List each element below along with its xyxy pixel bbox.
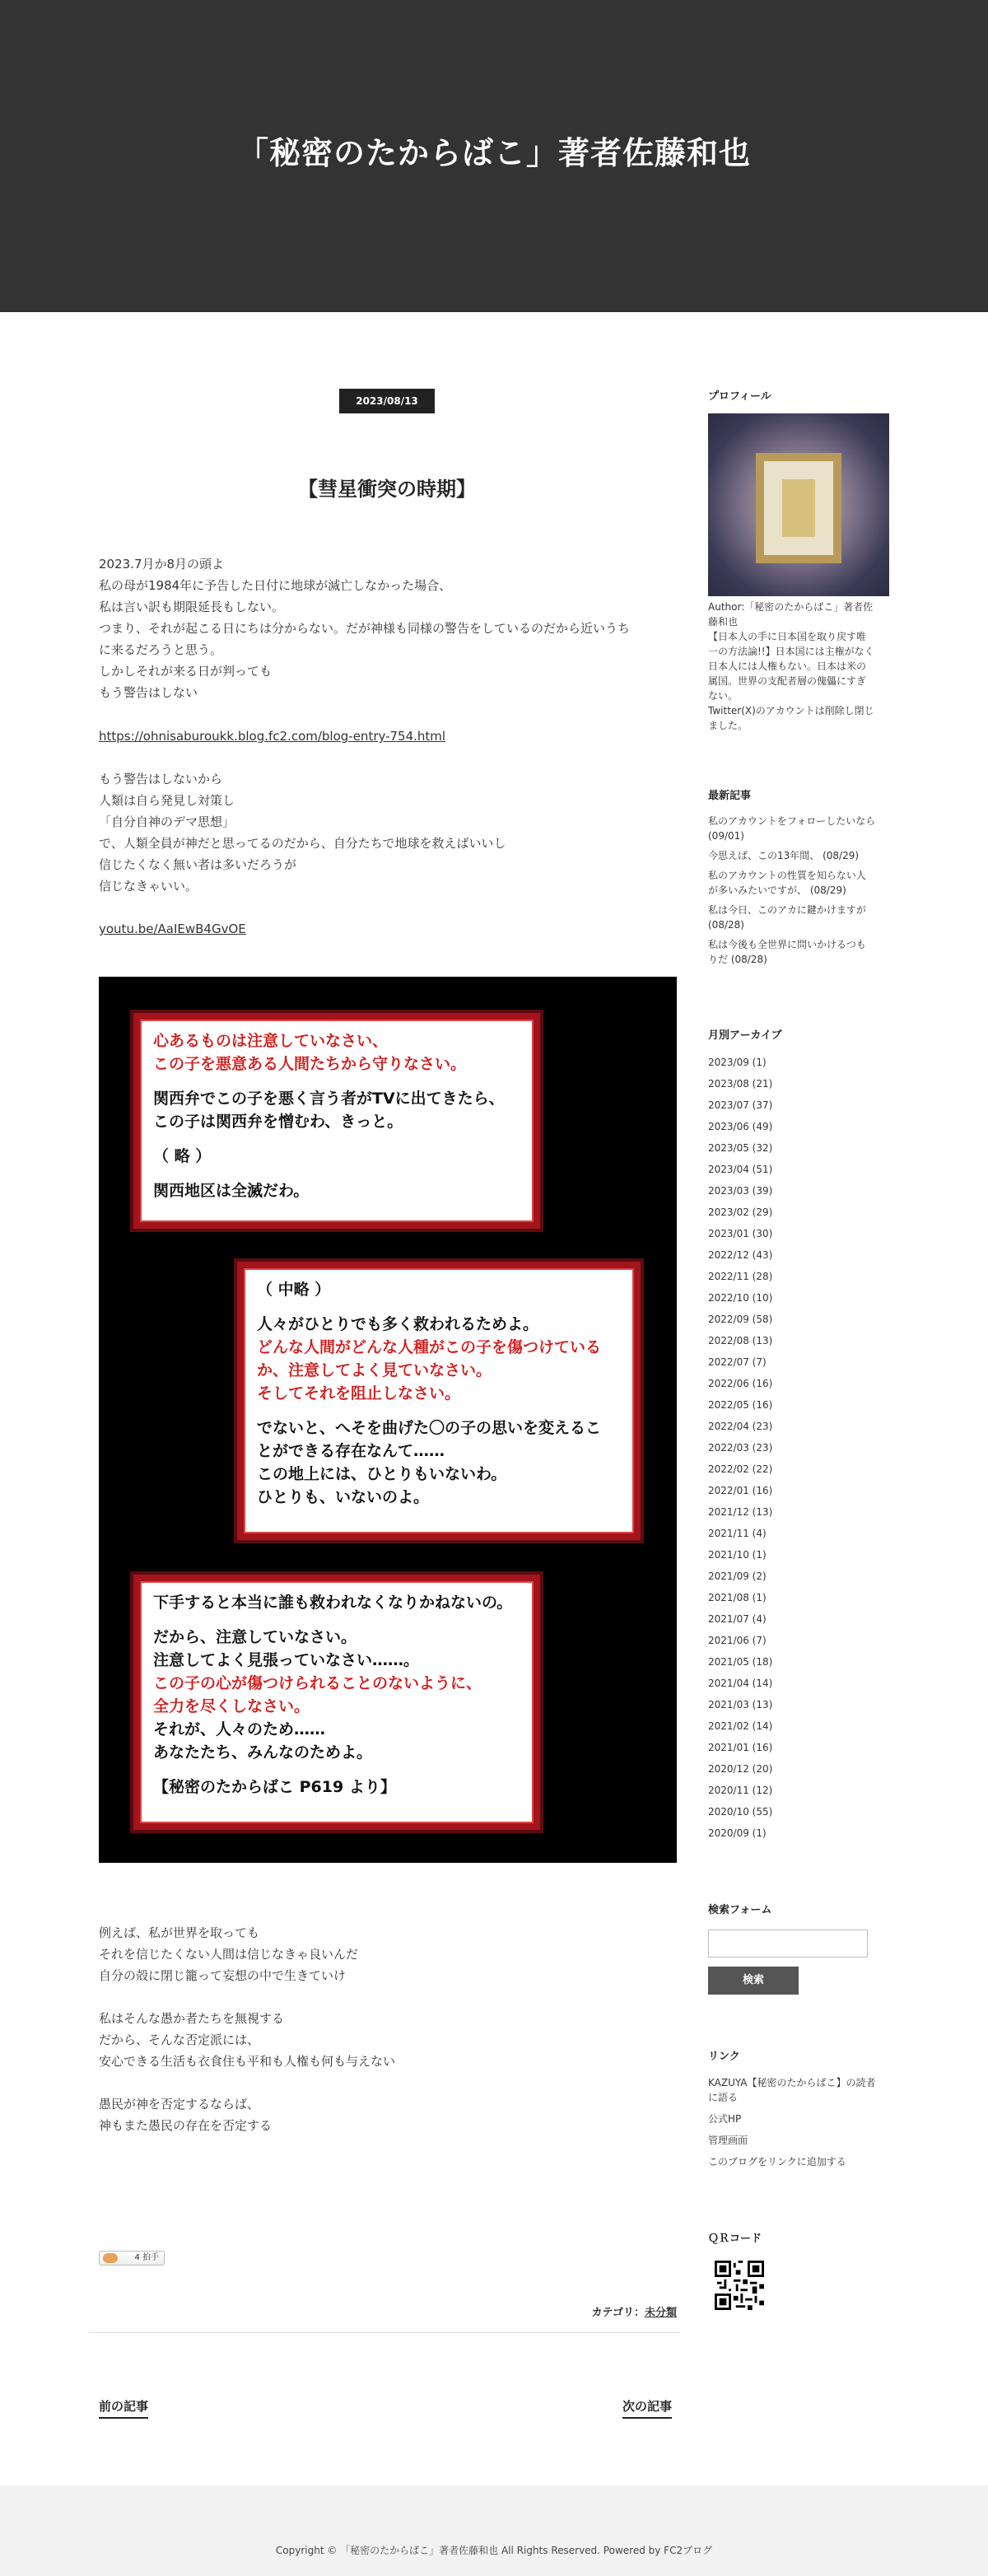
archive-item[interactable]: 2022/06 (16) [708, 1378, 773, 1389]
archive-item[interactable]: 2022/02 (22) [708, 1463, 773, 1475]
entry-paragraph-1 [99, 553, 675, 703]
archive-item[interactable]: 2022/07 (7) [708, 1356, 767, 1368]
profile-line: 藤和也 [708, 616, 739, 628]
archive-item[interactable]: 2021/10 (1) [708, 1549, 767, 1561]
archive-item[interactable]: 2022/12 (43) [708, 1249, 773, 1261]
quote-line: 注意してよく見張っていなさい……。 [153, 1651, 420, 1669]
quote-line: でないと、へそを曲げた〇の子の思いを変えるこ [257, 1419, 602, 1437]
archive-item[interactable]: 2021/01 (16) [708, 1742, 773, 1753]
link-item[interactable]: 管理画面 [708, 2135, 748, 2146]
quote-line: 全力を尽くしなさい。 [153, 1697, 310, 1715]
quote-gap [153, 1168, 520, 1179]
quote-line: （ 略 ） [153, 1147, 212, 1165]
text-line: 「自分自神のデマ思想」 [99, 814, 235, 829]
quote-line: 心あるものは注意していなさい、 [153, 1032, 389, 1050]
quote-line: ひとりも、いないのよ。 [257, 1488, 430, 1506]
entry-date: 2023/08/13 [339, 389, 435, 413]
quote-line: とができる存在なんて…… [257, 1442, 445, 1460]
archive-item[interactable]: 2022/01 (16) [708, 1485, 773, 1496]
quote-gap [153, 1076, 520, 1087]
archive-item[interactable]: 2021/03 (13) [708, 1699, 773, 1710]
footer [0, 2485, 988, 2576]
archive-item[interactable]: 2023/02 (29) [708, 1206, 773, 1218]
archive-item[interactable]: 2023/01 (30) [708, 1228, 773, 1239]
quote-line: 関西地区は全滅だわ。 [153, 1182, 310, 1200]
entry-paragraph-5 [99, 2093, 675, 2136]
recent-item[interactable]: 私は今日、このアカに鍵かけますが [708, 904, 866, 916]
archive-item[interactable]: 2021/04 (14) [708, 1678, 773, 1689]
archive-item[interactable]: 2021/02 (14) [708, 1720, 773, 1732]
recent-item[interactable]: が多いみたいですが、 (08/29) [708, 884, 846, 896]
entry-divider [89, 2332, 680, 2333]
archive-item[interactable]: 2022/05 (16) [708, 1399, 773, 1411]
archive-item[interactable]: 2020/11 (12) [708, 1785, 773, 1796]
link-item[interactable]: 公式HP [708, 2113, 742, 2125]
quote-gap [153, 1133, 520, 1145]
profile-inner [782, 479, 815, 537]
profile-line: Author:「秘密のたからばこ」著者佐 [708, 601, 874, 613]
recent-item[interactable]: 今思えば、この13年間、 (08/29) [708, 850, 860, 861]
archive-item[interactable]: 2021/05 (18) [708, 1656, 773, 1668]
recent-item[interactable]: 私のアカウントをフォローしたいなら (09/01) [708, 815, 876, 842]
text-line: 信じなきゃいい。 [99, 879, 198, 894]
quote-line: 【秘密のたからばこ P619 より】 [153, 1778, 396, 1796]
quote-line: 下手すると本当に誰も救われなくなりかねないの。 [153, 1594, 513, 1612]
archive-item[interactable]: 2023/08 (21) [708, 1078, 773, 1090]
recent-heading: 最新記事 [708, 790, 752, 802]
category-link[interactable]: 未分類 [644, 2307, 677, 2319]
text-line: 私の母が1984年に予告した日付に地球が滅亡しなかった場合、 [99, 578, 452, 593]
entry-paragraph-2 [99, 768, 675, 897]
entry-link-2-block [99, 918, 675, 940]
recent-item[interactable]: りだ (08/28) [708, 954, 767, 965]
quote-box-1 [133, 1013, 540, 1229]
quote-gap [153, 1614, 520, 1626]
links-heading: リンク [708, 2051, 740, 2063]
archive-item[interactable]: 2022/08 (13) [708, 1335, 773, 1346]
site-header [0, 0, 988, 312]
clap-button[interactable] [99, 2251, 165, 2266]
entry-category [510, 2303, 677, 2319]
text-line: 信じたくなく無い者は多いだろうが [99, 857, 297, 872]
quote-line: （ 中略 ） [257, 1281, 331, 1299]
profile-heading: プロフィール [708, 390, 771, 403]
link-item[interactable]: このブログをリンクに追加する [708, 2156, 846, 2168]
archive-item[interactable]: 2021/11 (4) [708, 1528, 767, 1539]
search-button[interactable]: 検索 [708, 1967, 799, 1995]
text-line: 愚民が神を否定するならば、 [99, 2097, 260, 2112]
profile-line: 日本人には人権もない。日本は米の [708, 660, 867, 672]
quote-gap [257, 1405, 621, 1416]
site-title[interactable]: 「秘密のたからばこ」著者佐藤和也 [236, 135, 751, 171]
archive-item[interactable]: 2020/09 (1) [708, 1827, 767, 1839]
entry-link-1-block [99, 726, 675, 747]
quote-gap [153, 1764, 520, 1776]
text-line: だから、そんな否定派には、 [99, 2032, 260, 2047]
quote-box-3 [133, 1575, 540, 1830]
qr-heading: ＱＲコード [708, 2233, 762, 2245]
quote-line: この子を悪意ある人間たちから守りなさい。 [153, 1055, 467, 1073]
text-line: 私は言い訳も期限延長もしない。 [99, 600, 285, 614]
archive-item[interactable]: 2022/11 (28) [708, 1271, 773, 1282]
profile-frame [756, 453, 841, 563]
archive-item[interactable]: 2023/09 (1) [708, 1057, 767, 1068]
archive-item[interactable]: 2021/07 (4) [708, 1613, 767, 1625]
text-line: 神もまた愚民の存在を否定する [99, 2118, 273, 2133]
search-input[interactable] [708, 1930, 868, 1958]
entry-link[interactable]: https://ohnisaburoukk.blog.fc2.com/blog-entry-754.html [99, 729, 446, 744]
text-line: 私はそんな愚か者たちを無視する [99, 2011, 285, 2026]
profile-line: ました。 [708, 720, 748, 731]
archive-item[interactable]: 2023/03 (39) [708, 1185, 773, 1197]
quote-line: この地上には、ひとりもいないわ。 [257, 1465, 507, 1483]
prev-entry-link[interactable]: 前の記事 [99, 2397, 148, 2419]
link-item[interactable]: KAZUYA【秘密のたからばこ】の読者 [708, 2077, 876, 2088]
text-line: しかしそれが来る日が判っても [99, 664, 273, 679]
quote-line: 人々がひとりでも多く救われるためよ。 [257, 1315, 539, 1333]
archive-item[interactable]: 2022/09 (58) [708, 1314, 773, 1325]
quote-box-2 [237, 1262, 641, 1540]
recent-item[interactable]: 私のアカウントの性質を知らない人 [708, 870, 866, 881]
text-line: 例えば、私が世界を取っても [99, 1925, 260, 1940]
search-heading: 検索フォーム [708, 1904, 772, 1916]
text-line: もう警告はしない [99, 685, 198, 700]
archive-item[interactable]: 2023/07 (37) [708, 1099, 773, 1111]
profile-line: 一の方法論!!】日本国には主権がなく [708, 646, 874, 657]
text-line: に来るだろうと思う。 [99, 642, 223, 657]
quote-image [99, 977, 677, 1863]
clap-icon [103, 2253, 118, 2263]
archive-item[interactable]: 2021/12 (13) [708, 1506, 773, 1518]
text-line: つまり、それが起こる日にちは分からない。だが神様も同様の警告をしているのだから近いうち [99, 621, 631, 636]
archive-item[interactable]: 2020/12 (20) [708, 1763, 773, 1775]
text-line: で、人類全員が神だと思ってるのだから、自分たちで地球を救えばいいし [99, 836, 506, 851]
quote-line: どんな人間がどんな人種がこの子を傷つけている [257, 1338, 602, 1356]
archive-heading: 月別アーカイブ [708, 1029, 782, 1042]
link-item[interactable]: に語る [708, 2092, 739, 2103]
recent-list [708, 814, 893, 967]
recent-item[interactable]: 私は今後も全世界に問いかけるつも [708, 939, 866, 950]
quote-line: この子の心が傷つけられることのないように、 [153, 1674, 482, 1692]
text-line: 自分の殻に閉じ籠って妄想の中で生きていけ [99, 1968, 347, 1983]
entry-paragraph-3 [99, 1922, 675, 1986]
entry-title: 【彗星衝突の時期】 [298, 478, 476, 501]
entry-link[interactable]: youtu.be/AaIEwB4GvOE [99, 922, 246, 936]
archive-item[interactable]: 2020/10 (55) [708, 1806, 773, 1818]
archive-item[interactable]: 2023/05 (32) [708, 1142, 773, 1154]
text-line: もう警告はしないから [99, 772, 223, 786]
profile-image [708, 413, 889, 596]
quote-gap [257, 1301, 621, 1313]
text-line: 安心できる生活も衣食住も平和も人権も何も与えない [99, 2054, 396, 2069]
archive-item[interactable]: 2021/08 (1) [708, 1592, 767, 1603]
archive-list [708, 1052, 893, 1844]
profile-line: 【日本人の手に日本国を取り戻す唯 [708, 631, 867, 642]
clap-count: 4 拍手 [134, 2253, 159, 2262]
profile-line: ない。 [708, 690, 739, 702]
category-label: カテゴリ： [591, 2307, 645, 2319]
quote-line: そしてそれを阻止しなさい。 [257, 1384, 461, 1402]
text-line: 人類は自ら発見し対策し [99, 793, 235, 808]
copyright: Copyright © 「秘密のたからばこ」著者佐藤和也 All Rights Reserved. Powered by FC2ブログ [275, 2545, 713, 2556]
links-list [708, 2075, 893, 2169]
archive-item[interactable]: 2022/10 (10) [708, 1292, 773, 1304]
quote-line: か、注意してよく見ていなさい。 [257, 1361, 492, 1379]
recent-item[interactable]: (08/28) [708, 919, 744, 931]
archive-item[interactable]: 2021/06 (7) [708, 1635, 767, 1646]
quote-line: あなたたち、みんなのためよ。 [153, 1743, 373, 1762]
archive-item[interactable]: 2023/04 (51) [708, 1164, 773, 1175]
archive-item[interactable]: 2022/04 (23) [708, 1421, 773, 1432]
next-entry-link[interactable]: 次の記事 [622, 2397, 672, 2419]
text-line: それを信じたくない人間は信じなきゃ良いんだ [99, 1947, 359, 1962]
entry-paragraph-4 [99, 2008, 675, 2072]
profile-line: Twitter(X)のアカウントは削除し閉じ [708, 705, 874, 716]
archive-item[interactable]: 2021/09 (2) [708, 1570, 767, 1582]
qr-code [715, 2261, 764, 2310]
quote-line: だから、注意していなさい。 [153, 1628, 357, 1646]
profile-line: 属国。世界の支配者層の傀儡にすぎ [708, 675, 867, 687]
profile-text [708, 600, 893, 733]
quote-line: 関西弁でこの子を悪く言う者がTVに出てきたら、 [153, 1090, 505, 1108]
quote-line: この子は関西弁を憎むわ、きっと。 [153, 1113, 403, 1131]
archive-item[interactable]: 2022/03 (23) [708, 1442, 773, 1454]
text-line: 2023.7月か8月の頭よ [99, 557, 225, 572]
quote-line: それが、人々のため…… [153, 1720, 326, 1738]
archive-item[interactable]: 2023/06 (49) [708, 1121, 773, 1132]
